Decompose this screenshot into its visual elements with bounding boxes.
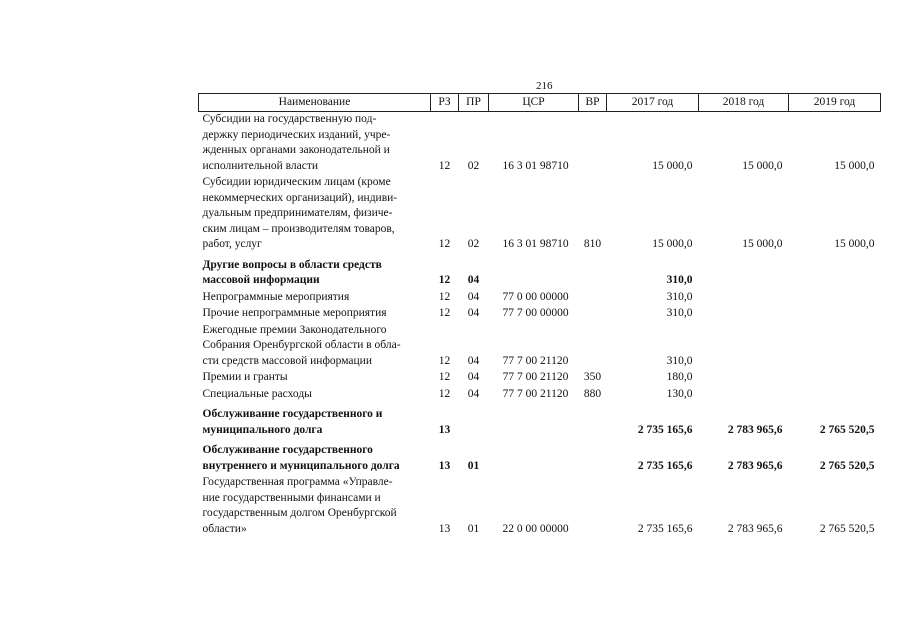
row-value-2019: 2 765 520,5 bbox=[819, 423, 875, 436]
row-value-2017: 310,0 bbox=[666, 290, 693, 303]
row-pr: 04 bbox=[467, 307, 480, 319]
row-csr: 77 7 00 21120 bbox=[502, 354, 569, 367]
table-row bbox=[199, 112, 881, 176]
table-row bbox=[199, 306, 881, 323]
table-body bbox=[199, 112, 881, 539]
table-row bbox=[199, 290, 881, 307]
row-pr: 02 bbox=[467, 159, 480, 172]
row-vr bbox=[579, 112, 607, 176]
row-value-2018 bbox=[699, 370, 789, 387]
row-pr: 04 bbox=[467, 290, 480, 303]
row-vr bbox=[579, 407, 607, 439]
row-vr: 880 bbox=[583, 387, 602, 400]
row-value-2019: 15 000,0 bbox=[834, 238, 875, 250]
row-value-2018 bbox=[699, 387, 789, 404]
table-row bbox=[199, 407, 881, 439]
row-value-2017: 15 000,0 bbox=[652, 159, 693, 172]
row-csr: 77 7 00 21120 bbox=[502, 387, 569, 400]
column-header-vr: ВР bbox=[579, 94, 607, 112]
table-row bbox=[199, 175, 881, 254]
row-value-2019: 2 765 520,5 bbox=[819, 522, 875, 535]
row-value-2018: 2 783 965,6 bbox=[727, 423, 783, 436]
row-vr bbox=[579, 443, 607, 475]
row-csr bbox=[489, 443, 579, 475]
row-rz: 12 bbox=[438, 387, 451, 400]
row-name: Другие вопросы в области средств массовой информации bbox=[202, 258, 382, 286]
row-name: Специальные расходы bbox=[202, 387, 312, 400]
row-rz: 12 bbox=[438, 354, 451, 367]
row-value-2017: 15 000,0 bbox=[652, 238, 693, 250]
row-vr: 350 bbox=[583, 371, 602, 383]
row-vr bbox=[579, 323, 607, 371]
row-value-2017: 130,0 bbox=[666, 387, 693, 400]
row-value-2018: 15 000,0 bbox=[742, 238, 783, 250]
row-name: Обслуживание государственного и муниципального долга bbox=[202, 408, 383, 436]
row-name: Государственная программа «Управле- ние государственными финансами и государственным долгом Оренбургской области» bbox=[202, 476, 397, 535]
row-vr bbox=[579, 290, 607, 307]
row-pr: 04 bbox=[467, 387, 480, 400]
row-rz: 12 bbox=[438, 307, 451, 319]
row-pr: 01 bbox=[467, 522, 480, 535]
column-header-csr: ЦСР bbox=[489, 94, 579, 112]
row-rz: 12 bbox=[438, 274, 451, 286]
row-csr: 77 7 00 21120 bbox=[502, 371, 569, 383]
row-pr: 01 bbox=[467, 459, 480, 472]
row-value-2019: 15 000,0 bbox=[834, 159, 875, 172]
column-header-name: Наименование bbox=[199, 94, 431, 112]
row-value-2017: 310,0 bbox=[666, 354, 693, 367]
row-vr bbox=[579, 258, 607, 290]
row-pr: 04 bbox=[467, 371, 480, 383]
row-name: Обслуживание государственного внутреннего и муниципального долга bbox=[202, 444, 400, 472]
row-vr: 810 bbox=[583, 238, 602, 250]
row-rz: 12 bbox=[438, 238, 451, 250]
row-value-2019 bbox=[789, 323, 881, 371]
row-csr: 77 7 00 00000 bbox=[502, 307, 569, 319]
page-number: 216 bbox=[536, 80, 553, 92]
row-value-2018: 2 783 965,6 bbox=[727, 522, 783, 535]
table-row bbox=[199, 258, 881, 290]
table-row bbox=[199, 387, 881, 404]
row-rz: 12 bbox=[438, 159, 451, 172]
row-name: Ежегодные премии Законодательного Собрания Оренбургской области в обла- сти средств массовой информации bbox=[202, 323, 401, 367]
row-name: Непрограммные мероприятия bbox=[202, 290, 350, 303]
row-value-2017: 180,0 bbox=[666, 371, 693, 383]
row-name: Субсидии юридическим лицам (кроме некоммерческих организаций), индиви- дуальным предпринимателям, физиче- ским лицам – производителям товаров, работ, услуг bbox=[202, 176, 398, 250]
row-value-2019 bbox=[789, 370, 881, 387]
row-pr: 02 bbox=[467, 238, 480, 250]
row-rz: 13 bbox=[438, 423, 451, 436]
table-row bbox=[199, 475, 881, 538]
row-csr: 16 3 01 98710 bbox=[502, 159, 569, 172]
row-pr: 04 bbox=[467, 274, 480, 286]
row-value-2017: 2 735 165,6 bbox=[637, 459, 693, 472]
row-vr bbox=[579, 475, 607, 538]
row-value-2018 bbox=[699, 258, 789, 290]
column-header-2019: 2019 год bbox=[789, 94, 881, 112]
row-value-2018 bbox=[699, 323, 789, 371]
table-row bbox=[199, 370, 881, 387]
row-csr bbox=[489, 407, 579, 439]
row-value-2019: 2 765 520,5 bbox=[819, 459, 875, 472]
row-value-2018 bbox=[699, 290, 789, 307]
row-vr bbox=[579, 306, 607, 323]
row-value-2019 bbox=[789, 258, 881, 290]
row-pr: 04 bbox=[467, 354, 480, 367]
row-value-2018: 15 000,0 bbox=[742, 159, 783, 172]
row-rz: 12 bbox=[438, 371, 451, 383]
row-value-2017: 310,0 bbox=[666, 307, 693, 319]
row-csr: 77 0 00 00000 bbox=[502, 290, 569, 303]
row-value-2017: 2 735 165,6 bbox=[637, 423, 693, 436]
row-name: Премии и гранты bbox=[202, 371, 288, 383]
row-rz: 12 bbox=[438, 290, 451, 303]
row-pr bbox=[459, 407, 489, 439]
row-value-2017: 310,0 bbox=[666, 274, 693, 286]
row-rz: 13 bbox=[438, 522, 451, 535]
column-header-2017: 2017 год bbox=[607, 94, 699, 112]
table-row bbox=[199, 443, 881, 475]
table-row bbox=[199, 323, 881, 371]
row-value-2019 bbox=[789, 387, 881, 404]
row-value-2019 bbox=[789, 306, 881, 323]
row-csr bbox=[489, 258, 579, 290]
column-header-pr: ПР bbox=[459, 94, 489, 112]
budget-table bbox=[198, 93, 881, 538]
row-value-2018 bbox=[699, 306, 789, 323]
row-name: Прочие непрограммные мероприятия bbox=[202, 307, 387, 319]
row-name: Субсидии на государственную под- держку периодических изданий, учре- жденных органами законодательной и исполнительной власти bbox=[202, 113, 391, 172]
row-value-2019 bbox=[789, 290, 881, 307]
row-rz: 13 bbox=[438, 459, 451, 472]
row-csr: 16 3 01 98710 bbox=[502, 238, 569, 250]
row-value-2018: 2 783 965,6 bbox=[727, 459, 783, 472]
table-header bbox=[199, 94, 881, 112]
row-csr: 22 0 00 00000 bbox=[502, 522, 569, 535]
row-value-2017: 2 735 165,6 bbox=[637, 522, 693, 535]
column-header-2018: 2018 год bbox=[699, 94, 789, 112]
column-header-rz: РЗ bbox=[431, 94, 459, 112]
